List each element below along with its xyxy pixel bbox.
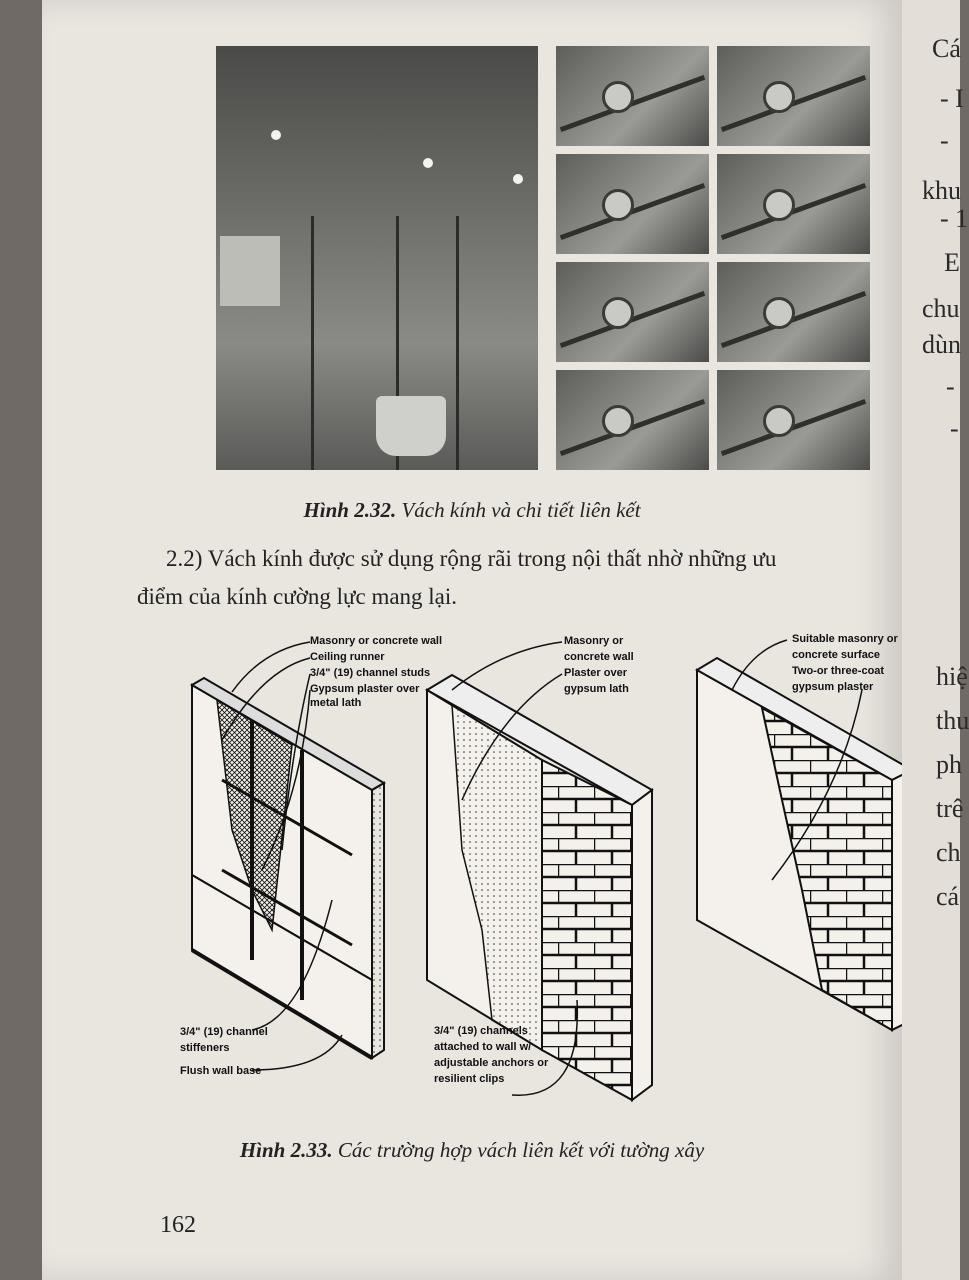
label-plaster-over: Plaster over [564, 667, 627, 679]
label-gypsum-plaster: gypsum plaster [792, 681, 874, 693]
figure-2-33-label: Hình 2.33. [239, 1138, 333, 1162]
fragment-text: - [950, 414, 959, 443]
paragraph-line-1: 2.2) Vách kính được sử dụng rộng rãi trong nội thất nhờ những ưu [166, 546, 777, 571]
fragment-text: trê [936, 794, 964, 823]
label-stiffeners: stiffeners [180, 1042, 230, 1054]
label-ceiling-runner: Ceiling runner [310, 651, 385, 663]
label-channels: 3/4" (19) channels [434, 1025, 528, 1037]
label-flush-wall-base: Flush wall base [180, 1065, 262, 1077]
fragment-text: dùn [922, 330, 961, 359]
label-attached-to-wall: attached to wall w/ [434, 1041, 532, 1053]
label-masonry-or: Masonry or [564, 635, 624, 647]
fragment-text: cá [936, 882, 960, 911]
detail-photo [717, 262, 870, 362]
fragment-text: chu [922, 294, 960, 323]
fragment-text: Cá [932, 34, 961, 63]
figure-2-33-caption [42, 1138, 902, 1163]
label-concrete-wall: concrete wall [564, 651, 634, 663]
detail-photo [556, 154, 709, 254]
page-number: 162 [160, 1212, 196, 1238]
detail-photo [556, 262, 709, 362]
label-concrete-surface: concrete surface [792, 649, 881, 661]
figure-2-32-label: Hình 2.32. [303, 498, 397, 522]
fragment-text: E [944, 248, 960, 277]
figure-2-32-caption [42, 498, 902, 523]
figure-2-32-text: Vách kính và chi tiết liên kết [396, 498, 641, 522]
fragment-text: - 1 [940, 204, 969, 233]
label-two-or-three-coat: Two-or three-coat [792, 665, 885, 677]
figure-2-33-text: Các trường hợp vách liên kết với tường xây [332, 1138, 705, 1162]
fragment-text: - [940, 126, 949, 155]
fragment-text: hiệ [936, 662, 968, 691]
fragment-text: thu [936, 706, 969, 735]
label-channel-studs: 3/4" (19) channel studs [310, 667, 431, 679]
glass-partition-photo [216, 46, 538, 470]
fragment-text: - [946, 372, 955, 401]
diagram-plaster-direct [697, 640, 912, 1030]
detail-photo [556, 46, 709, 146]
fragment-text: khu [922, 176, 961, 205]
label-masonry-concrete-wall: Masonry or concrete wall [310, 635, 443, 647]
fragment-text: ph [936, 750, 962, 779]
detail-photo [717, 370, 870, 470]
fragment-text: ch [936, 838, 961, 867]
detail-photo [717, 46, 870, 146]
fragment-text: - I [940, 84, 964, 113]
connection-detail-photos [556, 46, 870, 470]
detail-photo [717, 154, 870, 254]
label-suitable-masonry: Suitable masonry or [792, 633, 898, 645]
label-channel: 3/4" (19) channel [180, 1026, 268, 1038]
label-gypsum-lath: gypsum lath [564, 683, 629, 695]
wall-connection-diagrams [162, 630, 922, 1110]
label-gypsum-plaster-over: Gypsum plaster over [310, 683, 420, 695]
facing-page-fragment [902, 0, 969, 1280]
detail-photo [556, 370, 709, 470]
paragraph-line-2: điểm của kính cường lực mang lại. [137, 584, 458, 609]
label-metal-lath: metal lath [310, 697, 362, 709]
label-resilient-clips: resilient clips [434, 1073, 505, 1085]
label-adjustable-anchors: adjustable anchors or [434, 1057, 549, 1069]
book-page [42, 0, 902, 1280]
wall-diagrams-svg [162, 630, 922, 1110]
